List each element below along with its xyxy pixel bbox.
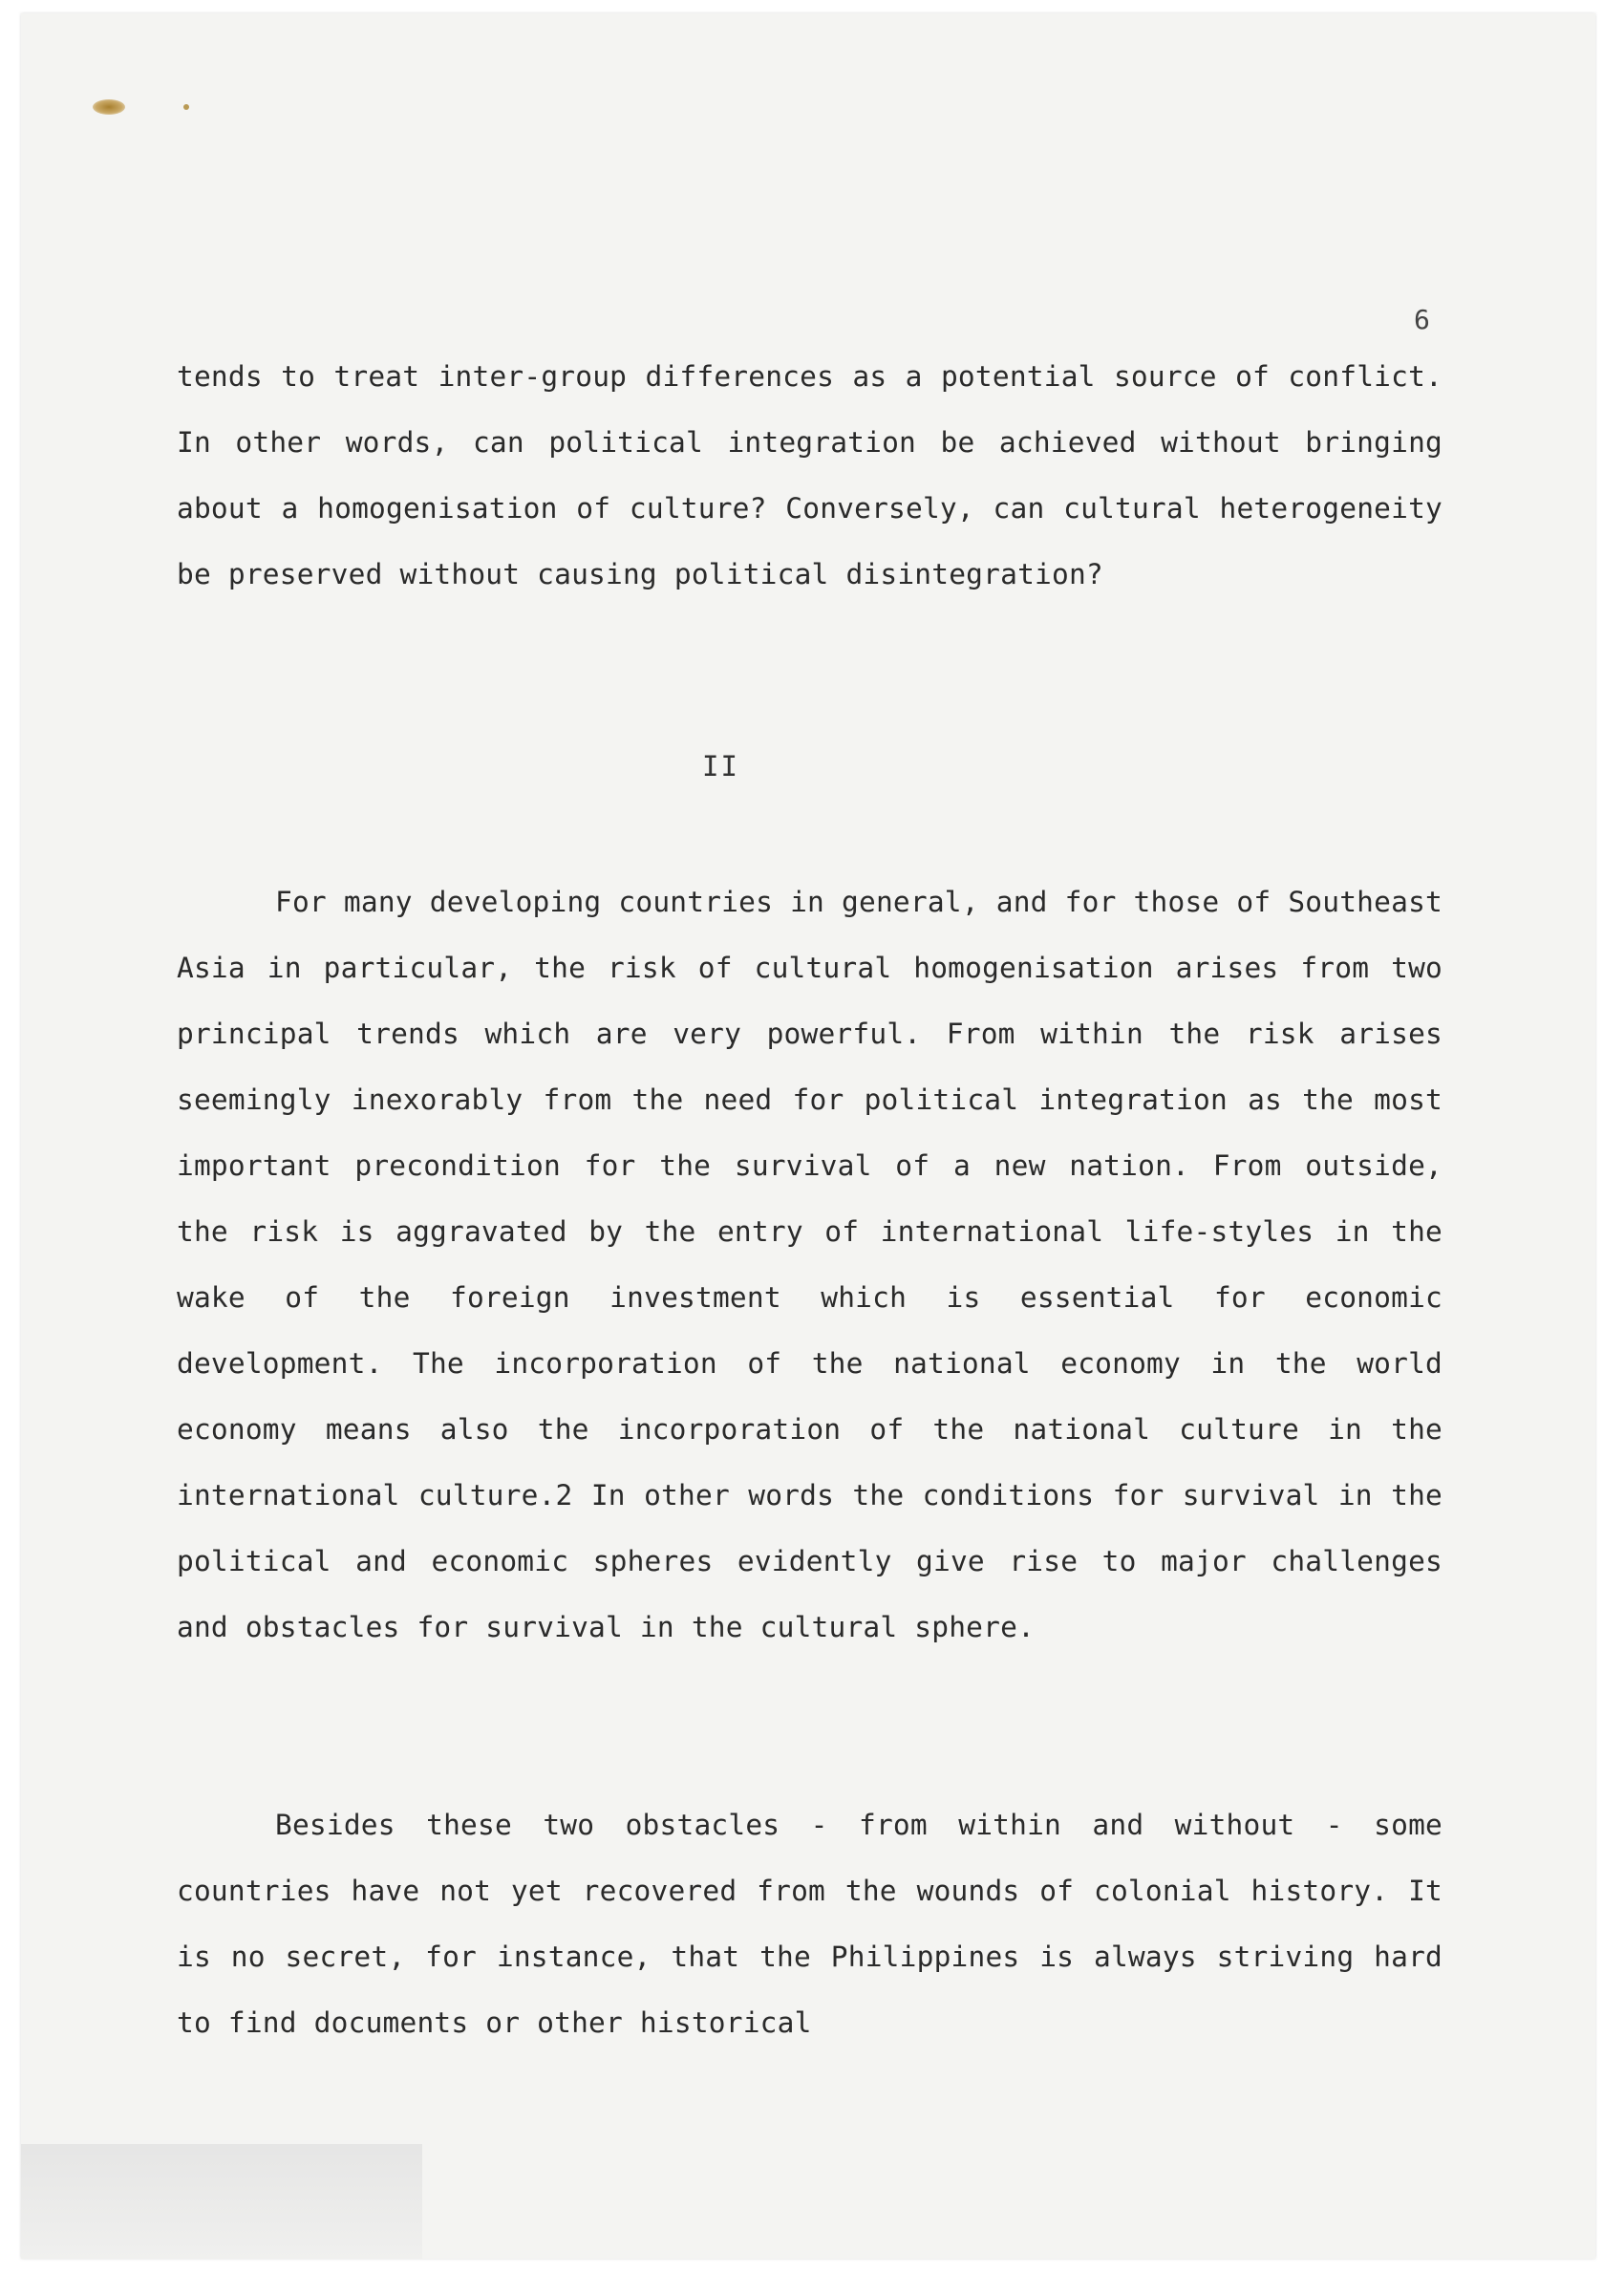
paragraph-1 <box>177 344 1442 608</box>
paragraph-3-text: Besides these two obstacles - from within and without - some countries have not yet recovered from the wounds of colonial history. It is no secret, for instance, that the Philippines is always striving hard to find documents or other historical <box>177 1809 1442 2039</box>
scan-smudge <box>21 2144 422 2259</box>
paper-stain <box>93 99 125 115</box>
paragraph-2-text: For many developing countries in general, and for those of Southeast Asia in particular, the risk of cultural homogenisation arises from two principal trends which are very powerful. From within the risk arises seemingly inexorably from the need for political integration as the most important precondition for the survival of a new nation. From outside, the risk is aggravated by the entry of international life-styles in the wake of the foreign investment which is essential for economic development. The incorporation of the national economy in the world economy means also the incorporation of the national culture in the international culture.2 In other words the conditions for survival in the political and economic spheres evidently give rise to major challenges and obstacles for survival in the cultural sphere. <box>177 886 1442 1643</box>
paragraph-2 <box>177 869 1442 1661</box>
paragraph-3 <box>177 1792 1442 2056</box>
paragraph-1-text: tends to treat inter-group differences as a potential source of conflict. In other words, can political integration be achieved without bringing about a homogenisation of culture? Conversely, can cultural heterogeneity be preserved without causing political disintegration? <box>177 360 1442 590</box>
section-heading: II <box>702 750 739 783</box>
page-number: 6 <box>1414 304 1430 335</box>
paper-stain-dot <box>183 104 189 110</box>
